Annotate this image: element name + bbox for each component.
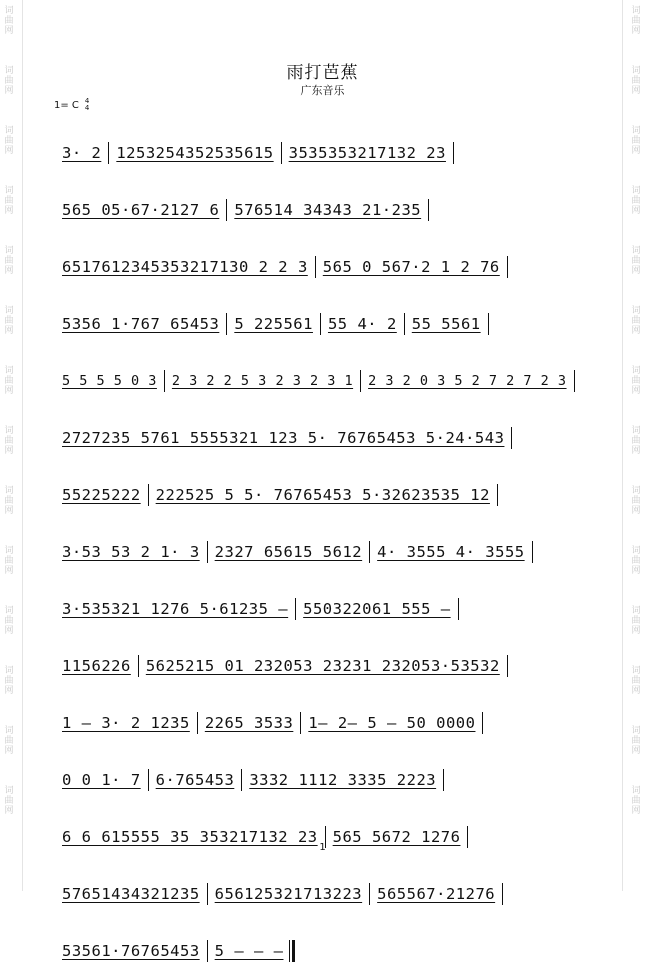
measure-notes: 0 0 1· 7 xyxy=(62,770,141,789)
watermark-char: 词 xyxy=(4,366,14,376)
watermark-group xyxy=(4,486,13,516)
measure-notes: 2 3 2 2 5 3 2 3 2 3 1 xyxy=(171,372,354,389)
watermark-char: 词 xyxy=(631,726,641,736)
bar-line xyxy=(404,313,405,335)
watermark-char: 词 xyxy=(4,786,14,796)
watermark-char: 曲 xyxy=(631,16,641,26)
bar-line xyxy=(369,883,370,905)
watermark-char: 网 xyxy=(4,26,14,36)
measure-notes: 55 4· 2 xyxy=(327,314,397,333)
bar-line xyxy=(226,199,227,221)
watermark-char: 网 xyxy=(4,746,14,756)
watermark-group xyxy=(631,246,640,276)
watermark-char: 网 xyxy=(4,446,14,456)
watermark-char: 曲 xyxy=(4,16,14,26)
watermark-group xyxy=(4,246,13,276)
watermark-char: 曲 xyxy=(631,316,641,326)
measure-notes: 2327 65615 5612 xyxy=(214,542,363,561)
bar-line xyxy=(148,484,149,506)
measure-notes: 5625215 01 232053 23231 232053·53532 xyxy=(145,656,500,675)
bar-line xyxy=(507,256,508,278)
bar-line xyxy=(488,313,489,335)
bar-line xyxy=(511,427,512,449)
score-title: 雨打芭蕉 xyxy=(286,63,359,83)
right-margin-line xyxy=(622,0,623,891)
watermark-group xyxy=(631,126,640,156)
measure-notes: 1156226 xyxy=(62,656,131,675)
watermark-char: 网 xyxy=(631,446,641,456)
bar-line xyxy=(507,655,508,677)
watermark-char: 网 xyxy=(631,386,641,396)
watermark-char: 曲 xyxy=(4,556,14,566)
bar-line xyxy=(295,598,296,620)
measure-notes: 55225222 xyxy=(62,485,141,504)
watermark-char: 曲 xyxy=(4,316,14,326)
watermark-char: 曲 xyxy=(631,736,641,746)
measure-notes: 3·535321 1276 5·61235 — xyxy=(62,599,289,618)
watermark-column-left xyxy=(2,0,16,891)
watermark-char: 网 xyxy=(4,506,14,516)
watermark-group xyxy=(631,666,640,696)
measure-notes: 550322061 555 — xyxy=(303,599,451,618)
watermark-char: 网 xyxy=(631,806,641,816)
watermark-group xyxy=(4,606,13,636)
bar-line xyxy=(241,769,242,791)
watermark-char: 词 xyxy=(4,66,14,76)
watermark-char: 网 xyxy=(4,266,14,276)
watermark-char: 网 xyxy=(631,506,641,516)
watermark-char: 网 xyxy=(631,26,641,36)
watermark-char: 词 xyxy=(4,486,14,496)
bar-line xyxy=(207,940,208,962)
watermark-char: 网 xyxy=(631,626,641,636)
watermark-char: 词 xyxy=(631,786,641,796)
watermark-char: 词 xyxy=(631,186,641,196)
bar-line xyxy=(532,541,533,563)
watermark-char: 网 xyxy=(631,746,641,756)
watermark-char: 词 xyxy=(631,246,641,256)
notation-line xyxy=(60,295,590,352)
watermark-char: 网 xyxy=(631,146,641,156)
measure-notes: 53561·76765453 xyxy=(62,941,200,960)
measure-notes: 3· 2 xyxy=(62,143,102,162)
watermark-group xyxy=(631,726,640,756)
watermark-char: 曲 xyxy=(631,436,641,446)
watermark-char: 词 xyxy=(631,486,641,496)
watermark-group xyxy=(631,6,640,36)
watermark-char: 曲 xyxy=(631,676,641,686)
bar-line xyxy=(497,484,498,506)
bar-line xyxy=(281,142,282,164)
watermark-char: 曲 xyxy=(631,256,641,266)
watermark-char: 曲 xyxy=(631,376,641,386)
measure-notes: 55 5561 xyxy=(411,314,481,333)
watermark-char: 网 xyxy=(631,686,641,696)
notation-line xyxy=(60,238,590,295)
notation-line xyxy=(60,523,590,580)
measure-notes: 5 225561 xyxy=(234,314,313,333)
watermark-char: 曲 xyxy=(4,376,14,386)
watermark-char: 网 xyxy=(4,626,14,636)
watermark-group xyxy=(631,306,640,336)
measure-notes: 222525 5 5· 76765453 5·32623535 12 xyxy=(155,485,490,504)
page-number: 1 xyxy=(319,842,326,853)
measure-notes: 6·765453 xyxy=(155,770,235,789)
measure-notes: 2 3 2 0 3 5 2 7 2 7 2 3 xyxy=(368,372,567,389)
watermark-char: 曲 xyxy=(4,256,14,266)
watermark-group xyxy=(4,546,13,576)
measure-notes: 3535353217132 23 xyxy=(288,143,446,162)
measure-notes: 565567·21276 xyxy=(377,884,496,903)
measure-notes: 6517612345353217130 2 2 3 xyxy=(62,257,308,276)
watermark-char: 词 xyxy=(4,606,14,616)
watermark-char: 词 xyxy=(4,546,14,556)
watermark-char: 网 xyxy=(4,86,14,96)
bar-line xyxy=(502,883,503,905)
bar-line xyxy=(369,541,370,563)
bar-line xyxy=(482,712,483,734)
bar-line xyxy=(148,769,149,791)
left-margin-line xyxy=(22,0,23,891)
watermark-char: 曲 xyxy=(631,556,641,566)
notation-line xyxy=(60,181,590,238)
watermark-char: 网 xyxy=(631,326,641,336)
measure-notes: 565 05·67·2127 6 xyxy=(62,200,220,219)
watermark-group xyxy=(4,426,13,456)
bar-line xyxy=(453,142,454,164)
watermark-char: 词 xyxy=(631,6,641,16)
watermark-char: 词 xyxy=(631,546,641,556)
bar-line xyxy=(207,883,208,905)
watermark-char: 曲 xyxy=(4,496,14,506)
notation-line xyxy=(60,580,590,637)
watermark-char: 网 xyxy=(631,566,641,576)
watermark-char: 网 xyxy=(4,146,14,156)
watermark-char: 曲 xyxy=(4,736,14,746)
time-signature xyxy=(85,98,89,112)
bar-line xyxy=(458,598,459,620)
watermark-char: 词 xyxy=(4,426,14,436)
watermark-char: 词 xyxy=(4,6,14,16)
watermark-char: 曲 xyxy=(4,796,14,806)
bar-line xyxy=(443,769,444,791)
notation-line xyxy=(60,922,590,979)
watermark-char: 曲 xyxy=(4,616,14,626)
measure-notes: 565 5672 1276 xyxy=(332,827,461,846)
key-label: 1= C xyxy=(54,99,79,111)
watermark-char: 词 xyxy=(4,306,14,316)
time-signature-bottom: 4 xyxy=(84,104,90,112)
final-bar-line xyxy=(289,940,295,962)
measure-notes: 5 5 5 5 0 3 xyxy=(62,372,157,389)
watermark-group xyxy=(631,546,640,576)
watermark-char: 词 xyxy=(631,126,641,136)
watermark-char: 曲 xyxy=(4,136,14,146)
watermark-char: 词 xyxy=(631,366,641,376)
bar-line xyxy=(164,370,165,392)
watermark-char: 网 xyxy=(4,206,14,216)
bar-line xyxy=(207,541,208,563)
measure-notes: 656125321713223 xyxy=(214,884,363,903)
watermark-group xyxy=(631,426,640,456)
measure-notes: 6 6 615555 35 353217132 23 xyxy=(62,827,318,846)
bar-line xyxy=(315,256,316,278)
watermark-char: 曲 xyxy=(631,76,641,86)
measure-notes: 1— 2— 5 — 50 0000 xyxy=(308,713,476,732)
bar-line xyxy=(360,370,361,392)
watermark-char: 曲 xyxy=(631,796,641,806)
measure-notes: 57651434321235 xyxy=(62,884,200,903)
measure-notes: 565 0 567·2 1 2 76 xyxy=(322,257,500,276)
key-signature xyxy=(54,98,89,112)
measure-notes: 2265 3533 xyxy=(204,713,294,732)
watermark-group xyxy=(4,186,13,216)
notation-line xyxy=(60,694,590,751)
measure-notes: 1253254352535615 xyxy=(116,143,274,162)
watermark-group xyxy=(4,786,13,816)
watermark-char: 网 xyxy=(4,326,14,336)
watermark-char: 网 xyxy=(631,206,641,216)
watermark-group xyxy=(4,6,13,36)
measure-notes: 2727235 5761 5555321 123 5· 76765453 5·24·543 xyxy=(62,428,505,447)
bar-line xyxy=(108,142,109,164)
watermark-char: 词 xyxy=(631,306,641,316)
watermark-char: 曲 xyxy=(631,616,641,626)
watermark-column-right xyxy=(629,0,643,891)
watermark-group xyxy=(4,666,13,696)
notation-line xyxy=(60,865,590,922)
score-subtitle: 广东音乐 xyxy=(300,84,345,97)
watermark-char: 曲 xyxy=(4,196,14,206)
watermark-group xyxy=(4,366,13,396)
measure-notes: 1 — 3· 2 1235 xyxy=(62,713,190,732)
measure-notes: 3·53 53 2 1· 3 xyxy=(62,542,200,561)
notation-line xyxy=(60,352,590,409)
measure-notes: 576514 34343 21·235 xyxy=(234,200,422,219)
watermark-char: 网 xyxy=(4,566,14,576)
notation-line xyxy=(60,124,590,181)
watermark-char: 网 xyxy=(4,806,14,816)
watermark-char: 网 xyxy=(631,266,641,276)
watermark-group xyxy=(4,306,13,336)
watermark-group xyxy=(631,366,640,396)
notation-line xyxy=(60,637,590,694)
notation-line xyxy=(60,808,590,865)
notation-line xyxy=(60,751,590,808)
bar-line xyxy=(138,655,139,677)
watermark-char: 曲 xyxy=(631,496,641,506)
watermark-char: 词 xyxy=(4,126,14,136)
watermark-char: 曲 xyxy=(4,436,14,446)
watermark-group xyxy=(631,606,640,636)
notation-line xyxy=(60,466,590,523)
watermark-char: 曲 xyxy=(4,676,14,686)
watermark-char: 曲 xyxy=(631,136,641,146)
bar-line xyxy=(300,712,301,734)
watermark-char: 词 xyxy=(631,666,641,676)
watermark-char: 词 xyxy=(4,726,14,736)
bar-line xyxy=(574,370,575,392)
notation-line xyxy=(60,409,590,466)
watermark-group xyxy=(631,786,640,816)
watermark-char: 词 xyxy=(631,606,641,616)
measure-notes: 5 — — — xyxy=(214,941,284,960)
watermark-char: 词 xyxy=(4,666,14,676)
bar-line xyxy=(226,313,227,335)
watermark-char: 曲 xyxy=(4,76,14,86)
watermark-group xyxy=(631,486,640,516)
bar-line xyxy=(428,199,429,221)
watermark-char: 词 xyxy=(4,246,14,256)
bar-line xyxy=(197,712,198,734)
watermark-group xyxy=(631,186,640,216)
watermark-group xyxy=(4,726,13,756)
measure-notes: 3332 1112 3335 2223 xyxy=(249,770,437,789)
watermark-char: 网 xyxy=(631,86,641,96)
time-signature-top: 4 xyxy=(84,97,90,105)
measure-notes: 5356 1·767 65453 xyxy=(62,314,220,333)
watermark-char: 网 xyxy=(4,386,14,396)
watermark-char: 网 xyxy=(4,686,14,696)
watermark-char: 词 xyxy=(631,66,641,76)
bar-line xyxy=(320,313,321,335)
measure-notes: 4· 3555 4· 3555 xyxy=(377,542,525,561)
watermark-char: 词 xyxy=(4,186,14,196)
watermark-char: 曲 xyxy=(631,196,641,206)
watermark-group xyxy=(4,126,13,156)
watermark-char: 词 xyxy=(631,426,641,436)
